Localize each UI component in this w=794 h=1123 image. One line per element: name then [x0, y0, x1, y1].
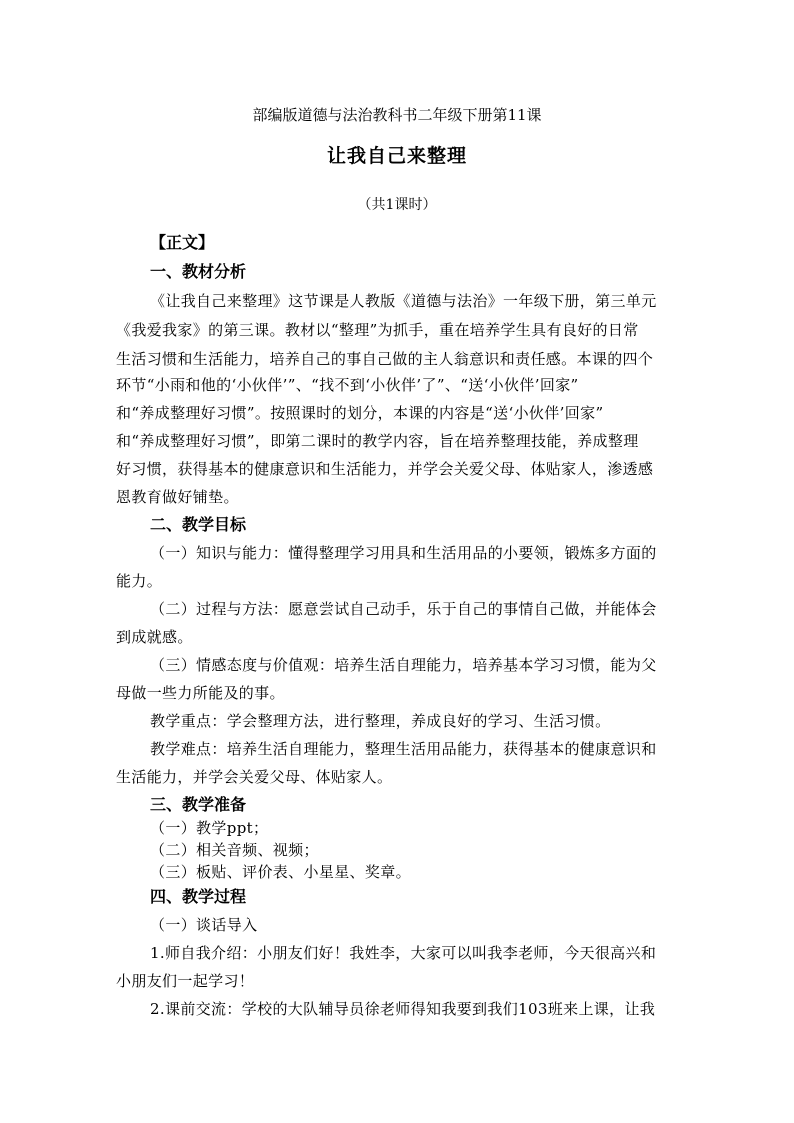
paragraph-line: 生活习惯和生活能力，培养自己的事自己做的主人翁意识和责任感。本课的四个 — [116, 350, 654, 368]
difficulty-line: 生活能力，并学会关爱父母、体贴家人。 — [116, 768, 393, 786]
difficulty-line: 教学难点：培养生活自理能力，整理生活用品能力，获得基本的健康意识和 — [150, 740, 657, 758]
section-heading-1: 一、教材分析 — [150, 262, 247, 281]
goal-line: （一）知识与能力：懂得整理学习用具和生活用品的小要领，锻炼多方面的 — [150, 544, 657, 562]
paragraph-line: 《我爱我家》的第三课。教材以“整理”为抓手，重在培养学生具有良好的日常 — [116, 321, 639, 339]
goal-line: （三）情感态度与价值观：培养生活自理能力，培养基本学习习惯，能为父 — [150, 656, 657, 674]
document-subtitle: 部编版道德与法治教科书二年级下册第11课 — [252, 106, 542, 124]
paragraph-line: 和“养成整理好习惯”。按照课时的划分，本课的内容是“送‘小伙伴’回家” — [116, 404, 604, 422]
process-step: 2.课前交流：学校的大队辅导员徐老师得知我要到我们103班来上课，让我 — [150, 1000, 656, 1018]
paragraph-line: 好习惯，获得基本的健康意识和生活能力，并学会关爱父母、体贴家人，渗透感 — [116, 460, 654, 478]
goal-line: （二）过程与方法：愿意尝试自己动手，乐于自己的事情自己做，并能体会 — [150, 600, 657, 618]
process-step: （一）谈话导入 — [150, 916, 258, 934]
body-label: 【正文】 — [150, 233, 215, 252]
paragraph-line: 环节“小雨和他的‘小伙伴’”、“找不到‘小伙伴’了”、“送‘小伙伴’回家” — [116, 376, 579, 394]
prep-item: （一）教学ppt； — [150, 819, 269, 837]
process-step: 1.师自我介绍：小朋友们好！我姓李，大家可以叫我李老师，今天很高兴和 — [150, 944, 657, 962]
section-heading-3: 三、教学准备 — [150, 795, 247, 814]
lesson-hours: （共1课时） — [357, 197, 437, 213]
key-point: 教学重点：学会整理方法，进行整理，养成良好的学习、生活习惯。 — [150, 712, 611, 730]
paragraph-line: 恩教育做好铺垫。 — [116, 488, 239, 506]
prep-item: （二）相关音频、视频； — [150, 841, 319, 859]
paragraph-line: 和“养成整理好习惯”，即第二课时的教学内容，旨在培养整理技能，养成整理 — [116, 432, 639, 450]
paragraph-line: 《让我自己来整理》这节课是人教版《道德与法治》一年级下册，第三单元 — [150, 292, 657, 310]
document-title: 让我自己来整理 — [326, 145, 467, 167]
goal-line: 能力。 — [116, 572, 163, 590]
goal-line: 到成就感。 — [116, 628, 193, 646]
prep-item: （三）板贴、评价表、小星星、奖章。 — [150, 863, 411, 881]
section-heading-2: 二、教学目标 — [150, 515, 247, 534]
section-heading-4: 四、教学过程 — [150, 887, 247, 906]
process-step: 小朋友们一起学习！ — [116, 972, 255, 990]
goal-line: 母做一些力所能及的事。 — [116, 684, 285, 702]
